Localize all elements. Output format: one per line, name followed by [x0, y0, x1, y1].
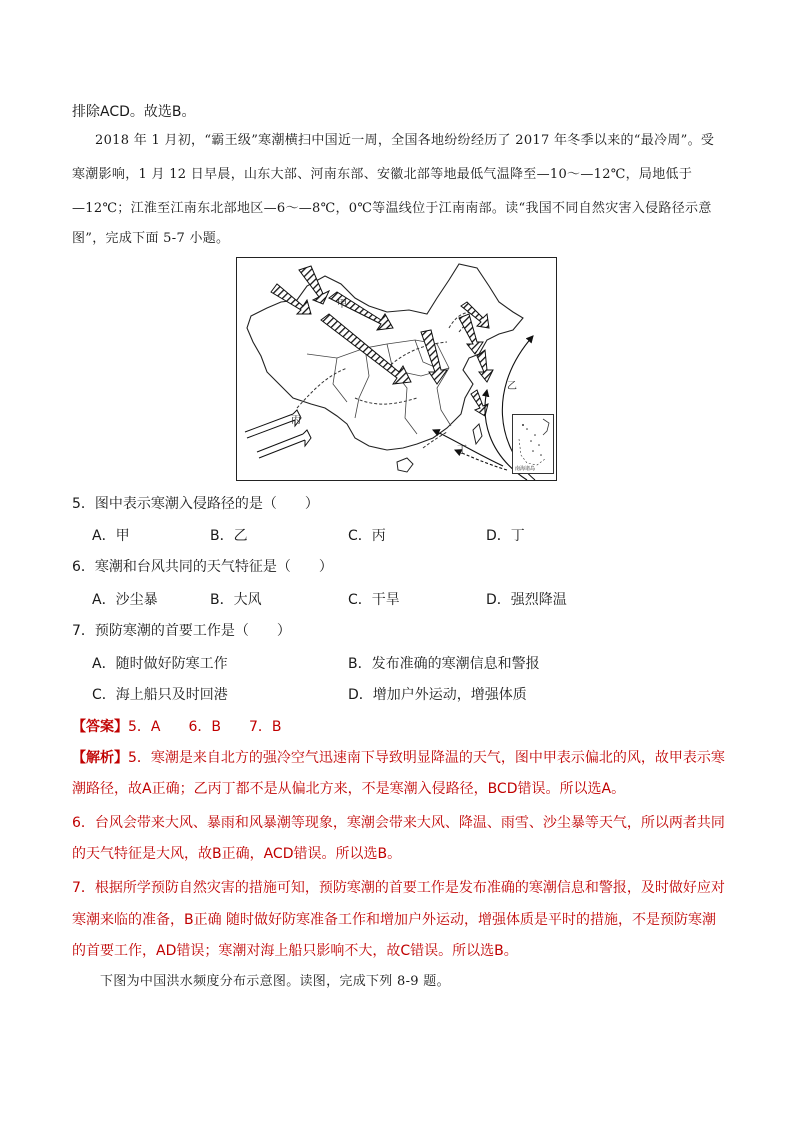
cold-wave-arrow-1 [299, 266, 329, 304]
answer-tag: 【答案】 [72, 719, 128, 735]
answer-block [72, 718, 282, 736]
label-jia: 甲 [337, 299, 347, 310]
q7-option-a[interactable]: A．随时做好防寒工作 [92, 656, 228, 672]
q5-option-d[interactable]: D．丁 [486, 528, 525, 544]
bing-arrows [245, 410, 311, 458]
analysis-line-4: 的天气特征是大风，故B正确，ACD错误。所以选B。 [72, 846, 402, 862]
label-yi: 乙 [507, 381, 517, 392]
analysis-text-1: 5．寒潮是来自北方的强冷空气迅速南下导致明显降温的天气，图中甲表示偏北的风，故甲表示寒 [128, 750, 725, 766]
q6-option-d[interactable]: D．强烈降温 [486, 592, 567, 608]
analysis-line-5: 7．根据所学预防自然灾害的措施可知，预防寒潮的首要工作是发布准确的寒潮信息和警报，及时做好应对 [72, 880, 725, 896]
south-china-sea-inset [512, 414, 554, 474]
disaster-path-map [236, 257, 557, 481]
q7-option-c[interactable]: C．海上船只及时回港 [92, 687, 228, 703]
china-map-figure [237, 258, 558, 482]
q6-option-b[interactable]: B．大风 [210, 592, 262, 608]
analysis-line-3: 6．台风会带来大风、暴雨和风暴潮等现象，寒潮会带来大风、降温、雨雪、沙尘暴等天气，所以两者共同 [72, 815, 725, 831]
q7-option-d[interactable]: D．增加户外运动，增强体质 [348, 687, 527, 703]
hainan-island [397, 458, 413, 472]
analysis-tag: 【解析】 [72, 750, 128, 766]
q7-option-b[interactable]: B．发布准确的寒潮信息和警报 [348, 656, 540, 672]
passage-line-3: —12℃；江淮至江南东北部地区—6～—8℃，0℃等温线位于江南南部。读“我国不同自然灾害入侵路径示意 [72, 201, 712, 216]
answer-text: 5．A 6．B 7．B [128, 719, 282, 735]
passage-line-4: 图”，完成下面 5-7 小题。 [72, 231, 230, 246]
cold-wave-arrow-8 [477, 350, 493, 382]
dashed-paths [297, 313, 477, 448]
q5-option-a[interactable]: A．甲 [92, 528, 130, 544]
ding-path [433, 430, 503, 466]
passage-line-2: 寒潮影响，1 月 12 日早晨，山东大部、河南东部、安徽北部等地最低气温降至—10～—12℃，局地低于 [72, 167, 693, 182]
q5-option-c[interactable]: C．丙 [348, 528, 386, 544]
inset-islands [513, 415, 553, 473]
analysis-line-6: 寒潮来临的准备，B正确 随时做好防寒准备工作和增加户外运动，增强体质是平时的措施，不是预防寒潮 [72, 912, 717, 928]
question-7-stem: 7．预防寒潮的首要工作是（ ） [72, 623, 291, 639]
q6-option-a[interactable]: A．沙尘暴 [92, 592, 158, 608]
inset-caption: 南海诸岛 [515, 466, 536, 472]
analysis-line-2: 潮路径，故A正确；乙丙丁都不是从偏北方来，不是寒潮入侵路径，BCD错误。所以选A。 [72, 781, 626, 797]
analysis-line-7: 的首要工作，AD错误；寒潮对海上船只影响不大，故C错误。所以选B。 [72, 943, 518, 959]
label-bing: 丙 [291, 415, 301, 426]
passage-line-1: 2018 年 1 月初，“霸王级”寒潮横扫中国近一周，全国各地纷纷经历了 2017 年冬季以来的“最冷周”。受 [95, 133, 715, 148]
label-ding: 丁 [457, 445, 467, 456]
q5-option-b[interactable]: B．乙 [210, 528, 248, 544]
question-5-stem: 5．图中表示寒潮入侵路径的是（ ） [72, 496, 319, 512]
question-6-stem: 6．寒潮和台风共同的天气特征是（ ） [72, 559, 333, 575]
analysis-line-1 [72, 749, 725, 767]
intro-line: 排除ACD。故选B。 [72, 104, 196, 120]
cold-wave-arrows [271, 266, 493, 416]
next-section-intro: 下图为中国洪水频度分布示意图。读图，完成下列 8-9 题。 [100, 974, 450, 989]
q6-option-c[interactable]: C．干旱 [348, 592, 400, 608]
taiwan-island [473, 424, 482, 444]
